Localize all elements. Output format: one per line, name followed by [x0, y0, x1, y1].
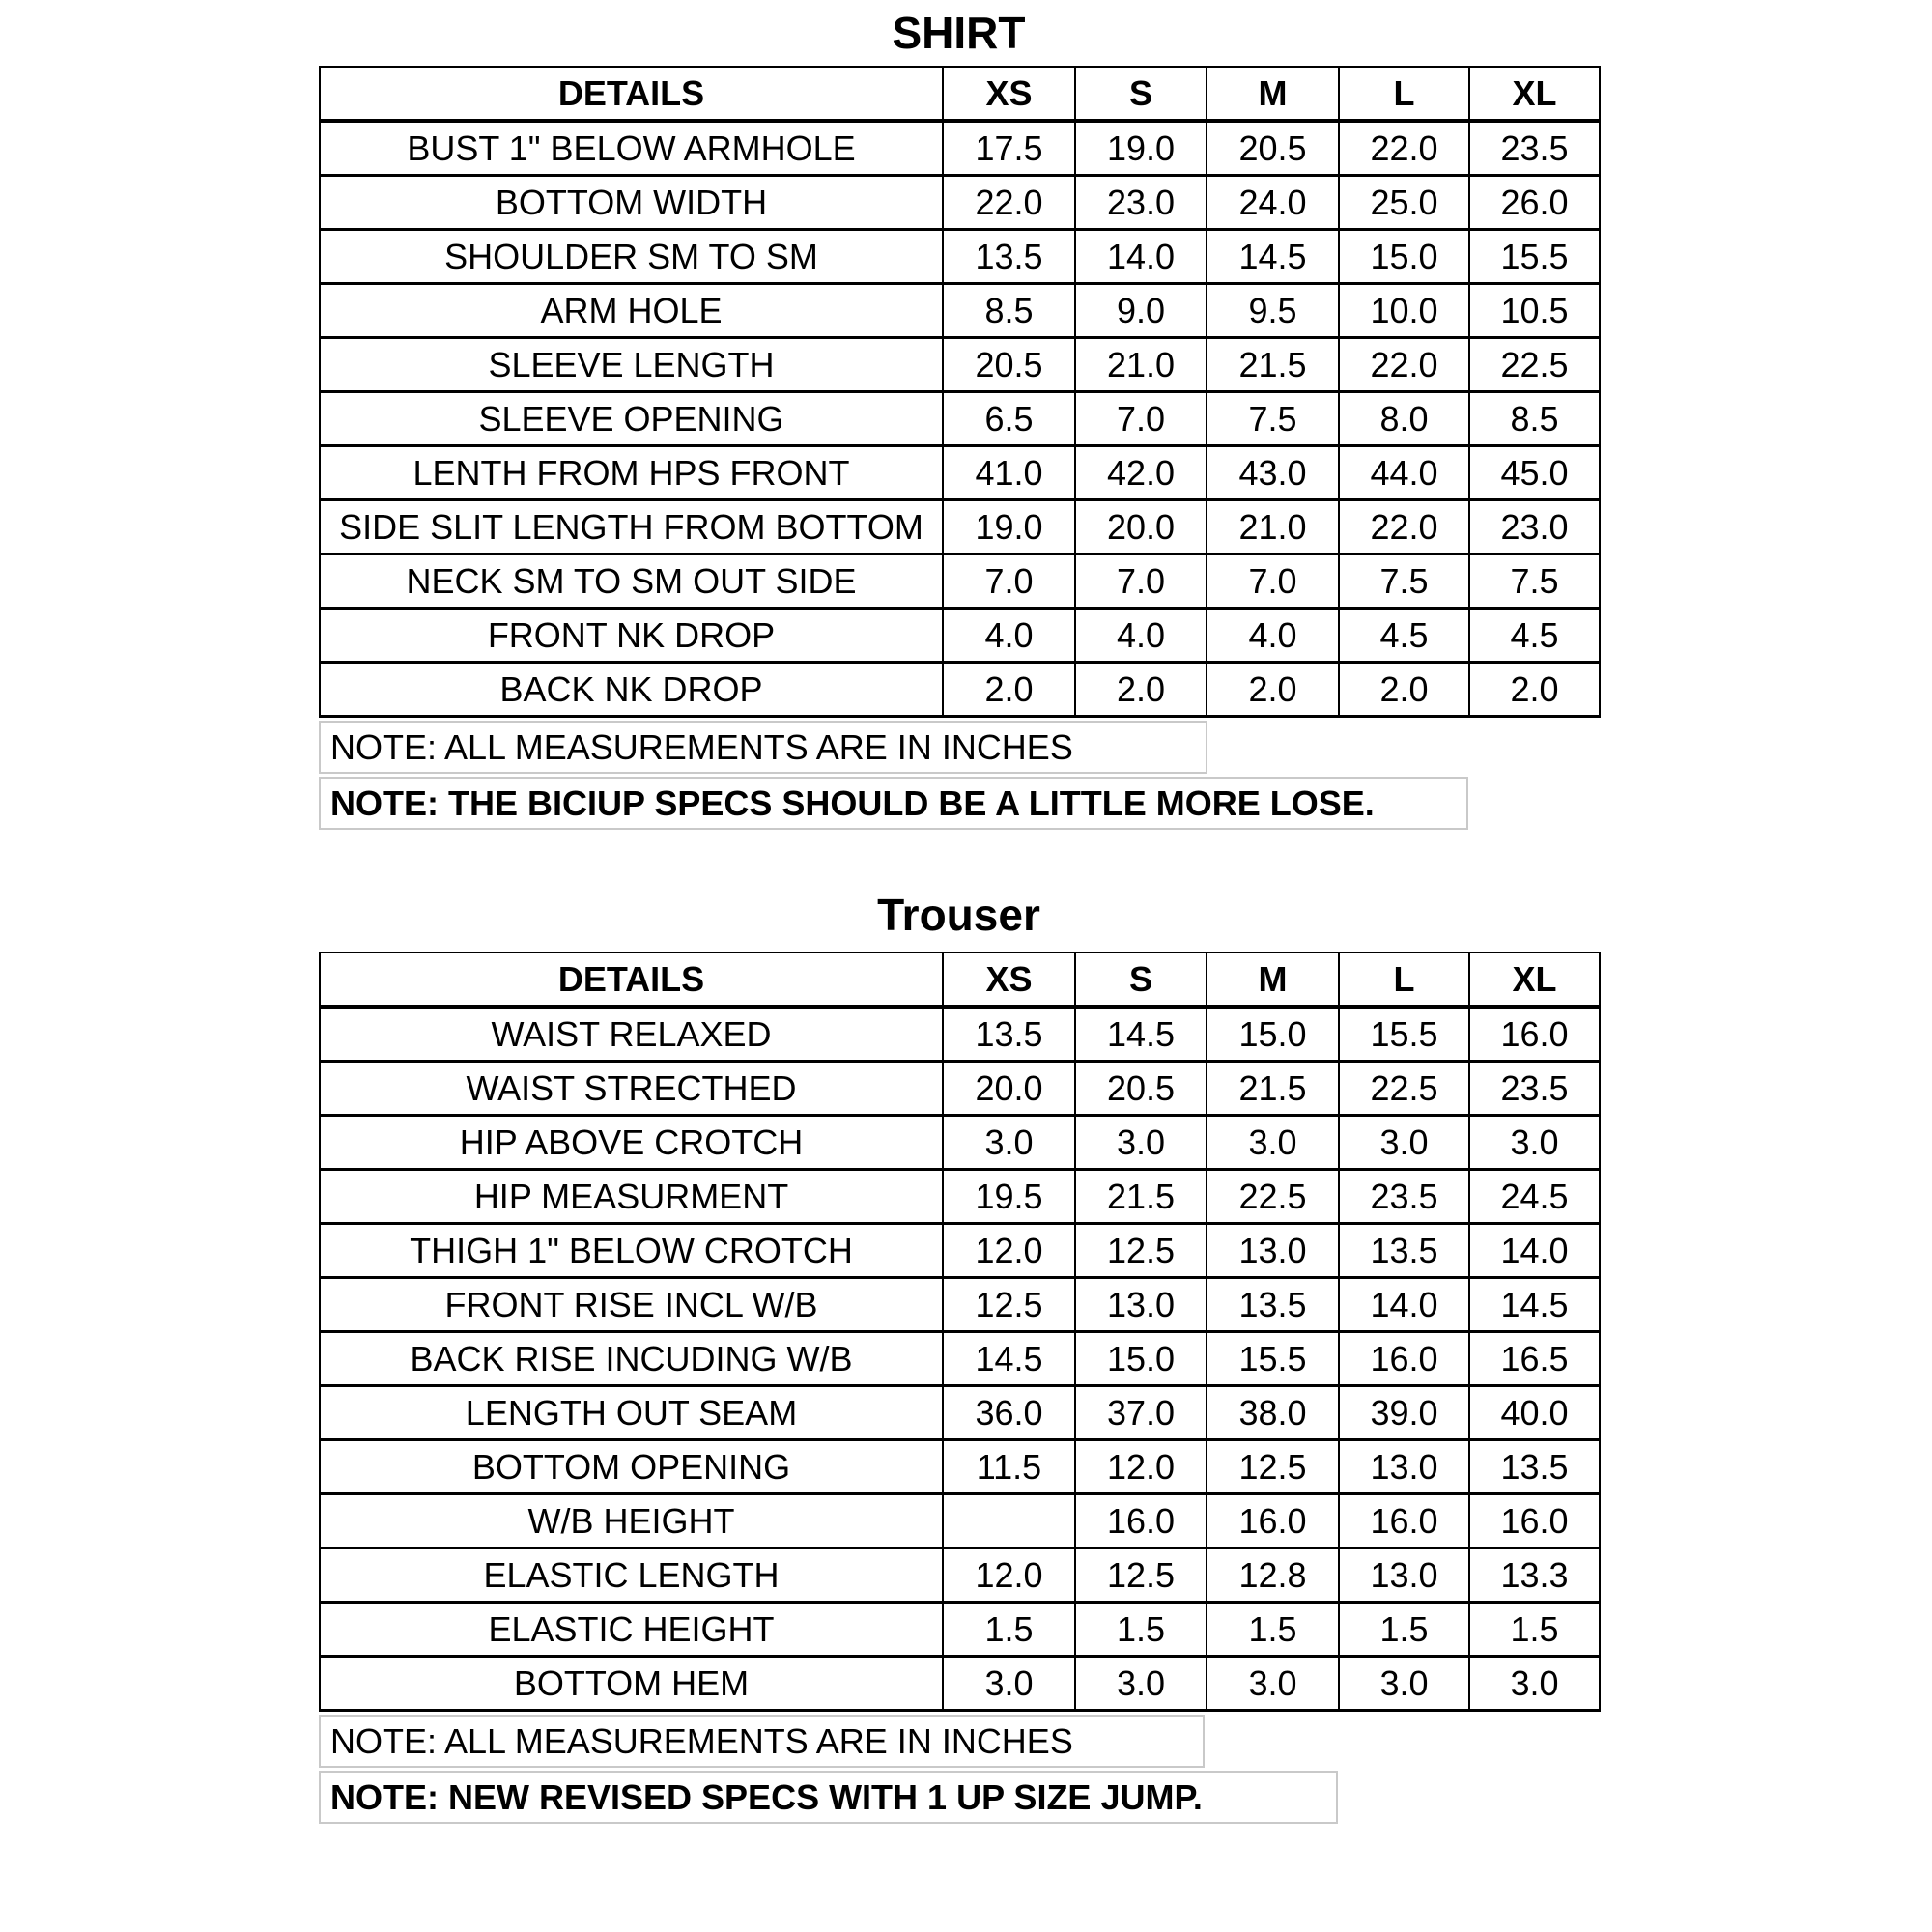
measurement-value: 8.5 — [943, 284, 1075, 338]
table-row — [320, 1386, 1600, 1440]
measurement-value: 7.5 — [1339, 554, 1469, 609]
measurement-value: 12.5 — [1075, 1224, 1207, 1278]
column-header-l: L — [1339, 952, 1469, 1007]
measurement-value: 16.0 — [1339, 1494, 1469, 1548]
table-row — [320, 1170, 1600, 1224]
trouser-header-row — [320, 952, 1600, 1007]
measurement-value: 14.0 — [1339, 1278, 1469, 1332]
table-row — [320, 500, 1600, 554]
row-label: BOTTOM WIDTH — [320, 176, 943, 230]
row-label: SHOULDER SM TO SM — [320, 230, 943, 284]
measurement-value: 7.0 — [1075, 392, 1207, 446]
measurement-value: 15.5 — [1207, 1332, 1339, 1386]
measurement-value: 10.0 — [1339, 284, 1469, 338]
table-row — [320, 446, 1600, 500]
measurement-value: 3.0 — [943, 1116, 1075, 1170]
measurement-value: 38.0 — [1207, 1386, 1339, 1440]
measurement-value: 24.5 — [1469, 1170, 1600, 1224]
table-row — [320, 1007, 1600, 1062]
measurement-value: 26.0 — [1469, 176, 1600, 230]
measurement-value: 16.0 — [1075, 1494, 1207, 1548]
measurement-value: 13.3 — [1469, 1548, 1600, 1603]
measurement-value: 2.0 — [1339, 663, 1469, 717]
measurement-value: 21.5 — [1207, 1062, 1339, 1116]
measurement-value: 22.0 — [1339, 500, 1469, 554]
measurement-value: 2.0 — [1075, 663, 1207, 717]
table-row — [320, 1062, 1600, 1116]
column-header-xs: XS — [943, 952, 1075, 1007]
note-text: NOTE: NEW REVISED SPECS WITH 1 UP SIZE JUMP. — [319, 1771, 1338, 1824]
measurement-value: 19.0 — [943, 500, 1075, 554]
row-label: BOTTOM OPENING — [320, 1440, 943, 1494]
measurement-value: 1.5 — [1469, 1603, 1600, 1657]
measurement-value: 12.0 — [943, 1224, 1075, 1278]
shirt-size-table — [319, 66, 1601, 718]
table-row — [320, 230, 1600, 284]
measurement-value: 3.0 — [1469, 1657, 1600, 1711]
measurement-value: 12.0 — [943, 1548, 1075, 1603]
measurement-value: 14.5 — [1207, 230, 1339, 284]
measurement-value: 15.0 — [1207, 1007, 1339, 1062]
measurement-value: 7.0 — [1075, 554, 1207, 609]
measurement-value: 11.5 — [943, 1440, 1075, 1494]
measurement-value: 1.5 — [1339, 1603, 1469, 1657]
row-label: LENGTH OUT SEAM — [320, 1386, 943, 1440]
row-label: BUST 1" BELOW ARMHOLE — [320, 121, 943, 176]
measurement-value: 8.0 — [1339, 392, 1469, 446]
measurement-value: 6.5 — [943, 392, 1075, 446]
measurement-value: 40.0 — [1469, 1386, 1600, 1440]
measurement-value: 15.0 — [1339, 230, 1469, 284]
row-label: ARM HOLE — [320, 284, 943, 338]
row-label: ELASTIC LENGTH — [320, 1548, 943, 1603]
measurement-value: 14.5 — [1075, 1007, 1207, 1062]
measurement-value: 21.5 — [1207, 338, 1339, 392]
measurement-value: 7.0 — [1207, 554, 1339, 609]
column-header-details: DETAILS — [320, 952, 943, 1007]
measurement-value — [943, 1494, 1075, 1548]
measurement-value: 13.0 — [1207, 1224, 1339, 1278]
measurement-value: 7.5 — [1469, 554, 1600, 609]
row-label: SLEEVE LENGTH — [320, 338, 943, 392]
measurement-value: 16.0 — [1469, 1007, 1600, 1062]
column-header-m: M — [1207, 952, 1339, 1007]
measurement-value: 15.5 — [1339, 1007, 1469, 1062]
measurement-value: 13.5 — [943, 230, 1075, 284]
measurement-value: 21.0 — [1075, 338, 1207, 392]
note-text: NOTE: THE BICIUP SPECS SHOULD BE A LITTLE MORE LOSE. — [319, 777, 1468, 830]
table-row — [320, 392, 1600, 446]
measurement-value: 3.0 — [1207, 1116, 1339, 1170]
column-header-m: M — [1207, 67, 1339, 121]
row-label: FRONT RISE INCL W/B — [320, 1278, 943, 1332]
measurement-value: 24.0 — [1207, 176, 1339, 230]
measurement-value: 3.0 — [1469, 1116, 1600, 1170]
row-label: ELASTIC HEIGHT — [320, 1603, 943, 1657]
measurement-value: 20.5 — [1075, 1062, 1207, 1116]
measurement-value: 22.5 — [1339, 1062, 1469, 1116]
measurement-value: 3.0 — [1339, 1116, 1469, 1170]
table-row — [320, 176, 1600, 230]
measurement-value: 3.0 — [1075, 1657, 1207, 1711]
measurement-value: 3.0 — [1075, 1116, 1207, 1170]
shirt-notes — [319, 721, 1599, 830]
measurement-value: 4.5 — [1339, 609, 1469, 663]
measurement-value: 22.5 — [1469, 338, 1600, 392]
table-row — [320, 1278, 1600, 1332]
measurement-value: 13.5 — [1469, 1440, 1600, 1494]
measurement-value: 12.0 — [1075, 1440, 1207, 1494]
measurement-value: 1.5 — [1207, 1603, 1339, 1657]
measurement-value: 4.0 — [943, 609, 1075, 663]
note-text: NOTE: ALL MEASUREMENTS ARE IN INCHES — [319, 721, 1208, 774]
row-label: NECK SM TO SM OUT SIDE — [320, 554, 943, 609]
column-header-xs: XS — [943, 67, 1075, 121]
measurement-value: 4.0 — [1075, 609, 1207, 663]
measurement-value: 23.5 — [1469, 1062, 1600, 1116]
column-header-l: L — [1339, 67, 1469, 121]
shirt-table-title: SHIRT — [892, 8, 1026, 58]
measurement-value: 13.0 — [1075, 1278, 1207, 1332]
measurement-value: 20.0 — [1075, 500, 1207, 554]
row-label: SIDE SLIT LENGTH FROM BOTTOM — [320, 500, 943, 554]
measurement-value: 20.5 — [1207, 121, 1339, 176]
measurement-value: 12.5 — [1075, 1548, 1207, 1603]
measurement-value: 13.0 — [1339, 1440, 1469, 1494]
measurement-value: 7.5 — [1207, 392, 1339, 446]
table-row — [320, 284, 1600, 338]
measurement-value: 19.0 — [1075, 121, 1207, 176]
column-header-s: S — [1075, 952, 1207, 1007]
table-row — [320, 663, 1600, 717]
measurement-value: 22.0 — [943, 176, 1075, 230]
measurement-value: 22.0 — [1339, 338, 1469, 392]
measurement-value: 45.0 — [1469, 446, 1600, 500]
column-header-s: S — [1075, 67, 1207, 121]
measurement-value: 15.5 — [1469, 230, 1600, 284]
trouser-notes — [319, 1715, 1599, 1824]
measurement-value: 1.5 — [1075, 1603, 1207, 1657]
table-row — [320, 609, 1600, 663]
spec-sheet — [319, 0, 1599, 1827]
measurement-value: 14.5 — [943, 1332, 1075, 1386]
measurement-value: 23.5 — [1469, 121, 1600, 176]
measurement-value: 25.0 — [1339, 176, 1469, 230]
row-label: HIP MEASURMENT — [320, 1170, 943, 1224]
row-label: FRONT NK DROP — [320, 609, 943, 663]
measurement-value: 23.0 — [1469, 500, 1600, 554]
measurement-value: 4.5 — [1469, 609, 1600, 663]
trouser-table-title: Trouser — [877, 890, 1040, 940]
measurement-value: 3.0 — [1339, 1657, 1469, 1711]
measurement-value: 16.0 — [1207, 1494, 1339, 1548]
row-label: WAIST RELAXED — [320, 1007, 943, 1062]
measurement-value: 23.0 — [1075, 176, 1207, 230]
row-label: BACK RISE INCUDING W/B — [320, 1332, 943, 1386]
measurement-value: 20.0 — [943, 1062, 1075, 1116]
table-row — [320, 121, 1600, 176]
measurement-value: 44.0 — [1339, 446, 1469, 500]
measurement-value: 2.0 — [1469, 663, 1600, 717]
table-row — [320, 1603, 1600, 1657]
measurement-value: 9.0 — [1075, 284, 1207, 338]
table-row — [320, 1657, 1600, 1711]
table-row — [320, 1116, 1600, 1170]
measurement-value: 12.5 — [1207, 1440, 1339, 1494]
table-row — [320, 1332, 1600, 1386]
measurement-value: 21.0 — [1207, 500, 1339, 554]
measurement-value: 43.0 — [1207, 446, 1339, 500]
measurement-value: 36.0 — [943, 1386, 1075, 1440]
measurement-value: 13.0 — [1339, 1548, 1469, 1603]
table-row — [320, 338, 1600, 392]
measurement-value: 9.5 — [1207, 284, 1339, 338]
table-row — [320, 1548, 1600, 1603]
measurement-value: 23.5 — [1339, 1170, 1469, 1224]
row-label: BOTTOM HEM — [320, 1657, 943, 1711]
measurement-value: 13.5 — [1207, 1278, 1339, 1332]
measurement-value: 2.0 — [1207, 663, 1339, 717]
row-label: HIP ABOVE CROTCH — [320, 1116, 943, 1170]
shirt-header-row — [320, 67, 1600, 121]
measurement-value: 13.5 — [1339, 1224, 1469, 1278]
measurement-value: 16.0 — [1469, 1494, 1600, 1548]
measurement-value: 16.0 — [1339, 1332, 1469, 1386]
measurement-value: 22.5 — [1207, 1170, 1339, 1224]
measurement-value: 8.5 — [1469, 392, 1600, 446]
measurement-value: 17.5 — [943, 121, 1075, 176]
measurement-value: 4.0 — [1207, 609, 1339, 663]
note-text: NOTE: ALL MEASUREMENTS ARE IN INCHES — [319, 1715, 1205, 1768]
table-row — [320, 1494, 1600, 1548]
row-label: SLEEVE OPENING — [320, 392, 943, 446]
measurement-value: 14.0 — [1075, 230, 1207, 284]
measurement-value: 1.5 — [943, 1603, 1075, 1657]
column-header-details: DETAILS — [320, 67, 943, 121]
table-row — [320, 554, 1600, 609]
measurement-value: 12.5 — [943, 1278, 1075, 1332]
table-row — [320, 1224, 1600, 1278]
measurement-value: 22.0 — [1339, 121, 1469, 176]
measurement-value: 3.0 — [1207, 1657, 1339, 1711]
row-label: WAIST STRECTHED — [320, 1062, 943, 1116]
measurement-value: 15.0 — [1075, 1332, 1207, 1386]
measurement-value: 14.0 — [1469, 1224, 1600, 1278]
row-label: BACK NK DROP — [320, 663, 943, 717]
trouser-size-table — [319, 952, 1601, 1712]
measurement-value: 37.0 — [1075, 1386, 1207, 1440]
measurement-value: 16.5 — [1469, 1332, 1600, 1386]
row-label: LENTH FROM HPS FRONT — [320, 446, 943, 500]
measurement-value: 10.5 — [1469, 284, 1600, 338]
row-label: W/B HEIGHT — [320, 1494, 943, 1548]
measurement-value: 41.0 — [943, 446, 1075, 500]
measurement-value: 21.5 — [1075, 1170, 1207, 1224]
column-header-xl: XL — [1469, 67, 1600, 121]
measurement-value: 7.0 — [943, 554, 1075, 609]
row-label: THIGH 1" BELOW CROTCH — [320, 1224, 943, 1278]
measurement-value: 12.8 — [1207, 1548, 1339, 1603]
table-row — [320, 1440, 1600, 1494]
measurement-value: 42.0 — [1075, 446, 1207, 500]
measurement-value: 2.0 — [943, 663, 1075, 717]
measurement-value: 20.5 — [943, 338, 1075, 392]
measurement-value: 14.5 — [1469, 1278, 1600, 1332]
measurement-value: 19.5 — [943, 1170, 1075, 1224]
measurement-value: 39.0 — [1339, 1386, 1469, 1440]
measurement-value: 13.5 — [943, 1007, 1075, 1062]
column-header-xl: XL — [1469, 952, 1600, 1007]
measurement-value: 3.0 — [943, 1657, 1075, 1711]
